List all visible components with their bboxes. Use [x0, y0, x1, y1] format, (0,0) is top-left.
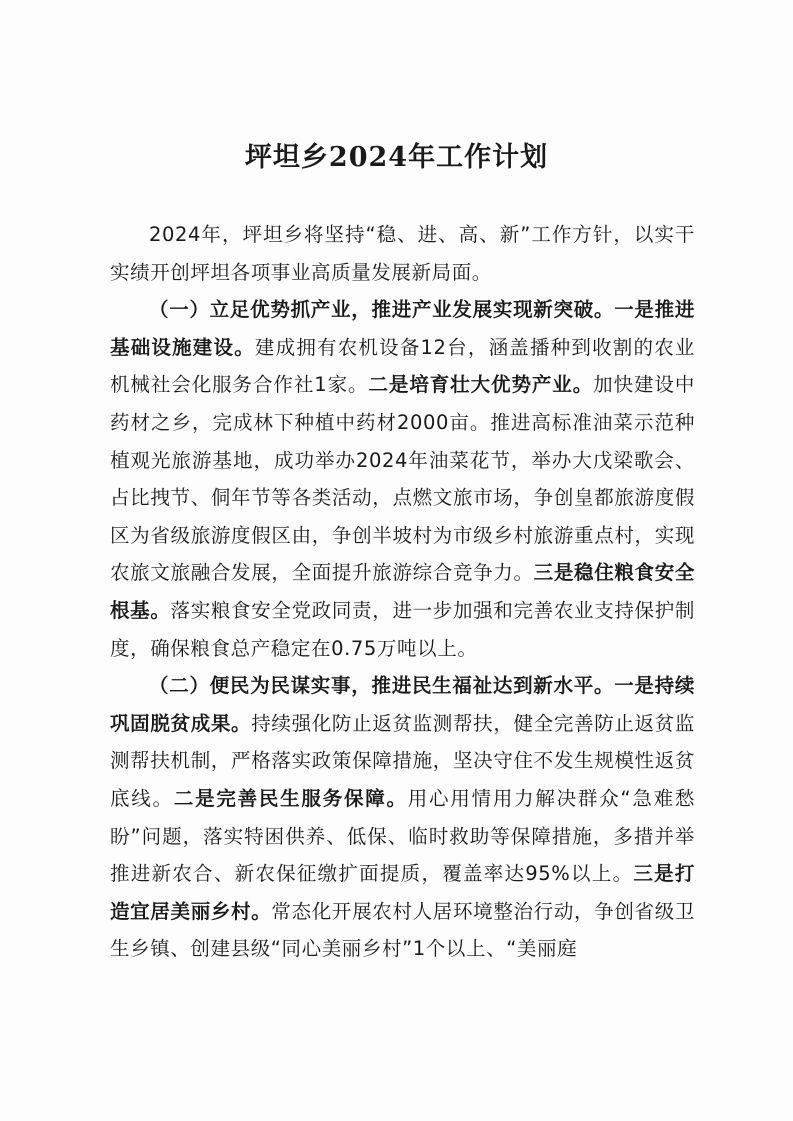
section1-point3-text: 落实粮食安全党政同责，进一步加强和完善农业支持保护制度，确保粮食总产稳定在0.75万吨以上。 — [110, 598, 695, 660]
section2-point1-label: 一是持续巩固脱贫成果。 — [110, 674, 695, 735]
section1-point1-label: 一是推进基础设施建设。 — [110, 298, 695, 359]
section1-paragraph — [110, 291, 695, 667]
section2-point3-text: 常态化开展农村人居环境整治行动，争创省级卫生乡镇、创建县级“同心美丽乡村”1个以上、“美丽庭 — [110, 899, 695, 961]
section2-heading: （二）便民为民谋实事，推进民生福祉达到新水平。 — [149, 674, 615, 698]
intro-text: 2024年，坪坦乡将坚持“稳、进、高、新”工作方针，以实干实绩开创坪坦各项事业高质量发展新局面。 — [110, 223, 695, 284]
section1-point3-label: 三是稳住粮食安全根基。 — [110, 561, 695, 622]
intro-paragraph — [110, 216, 695, 291]
section1-point2-text: 加快建设中药材之乡，完成林下种植中药材2000亩。推进高标准油菜示范种植观光旅游基地，成功举办2024年油菜花节，举办大戊梁歌会、占比拽节、侗年节等各类活动，点燃文旅市场，争创皇都旅游度假区为省级旅游度假区由，争创半坡村为市级乡村旅游重点村，实现农旅文旅融合发展，全面提升旅游综合竞争力。 — [110, 373, 695, 585]
section1-point1-text: 建成拥有农机设备12台，涵盖播种到收割的农业机械社会化服务合作社1家。 — [110, 335, 695, 397]
section2-paragraph — [110, 667, 695, 968]
document-title: 坪坦乡2024年工作计划 — [244, 142, 549, 173]
section1-heading: （一）立足优势抓产业，推进产业发展实现新突破。 — [149, 298, 615, 322]
document-body — [110, 216, 695, 968]
section2-point2-text: 用心用情用力解决群众“急难愁盼”问题，落实特困供养、低保、临时救助等保障措施，多措并举推进新农合、新农保征缴扩面提质，覆盖率达95%以上。 — [110, 786, 695, 886]
section2-point2-label: 二是完善民生服务保障。 — [173, 786, 408, 810]
section2-point1-text: 持续强化防止返贫监测帮扶，健全完善防止返贫监测帮扶机制，严格落实政策保障措施，坚决守住不发生规模性返贫底线。 — [110, 711, 696, 810]
section2-point3-label: 三是打造宜居美丽乡村。 — [110, 862, 695, 923]
section1-point2-label: 二是培育壮大优势产业。 — [368, 373, 594, 397]
